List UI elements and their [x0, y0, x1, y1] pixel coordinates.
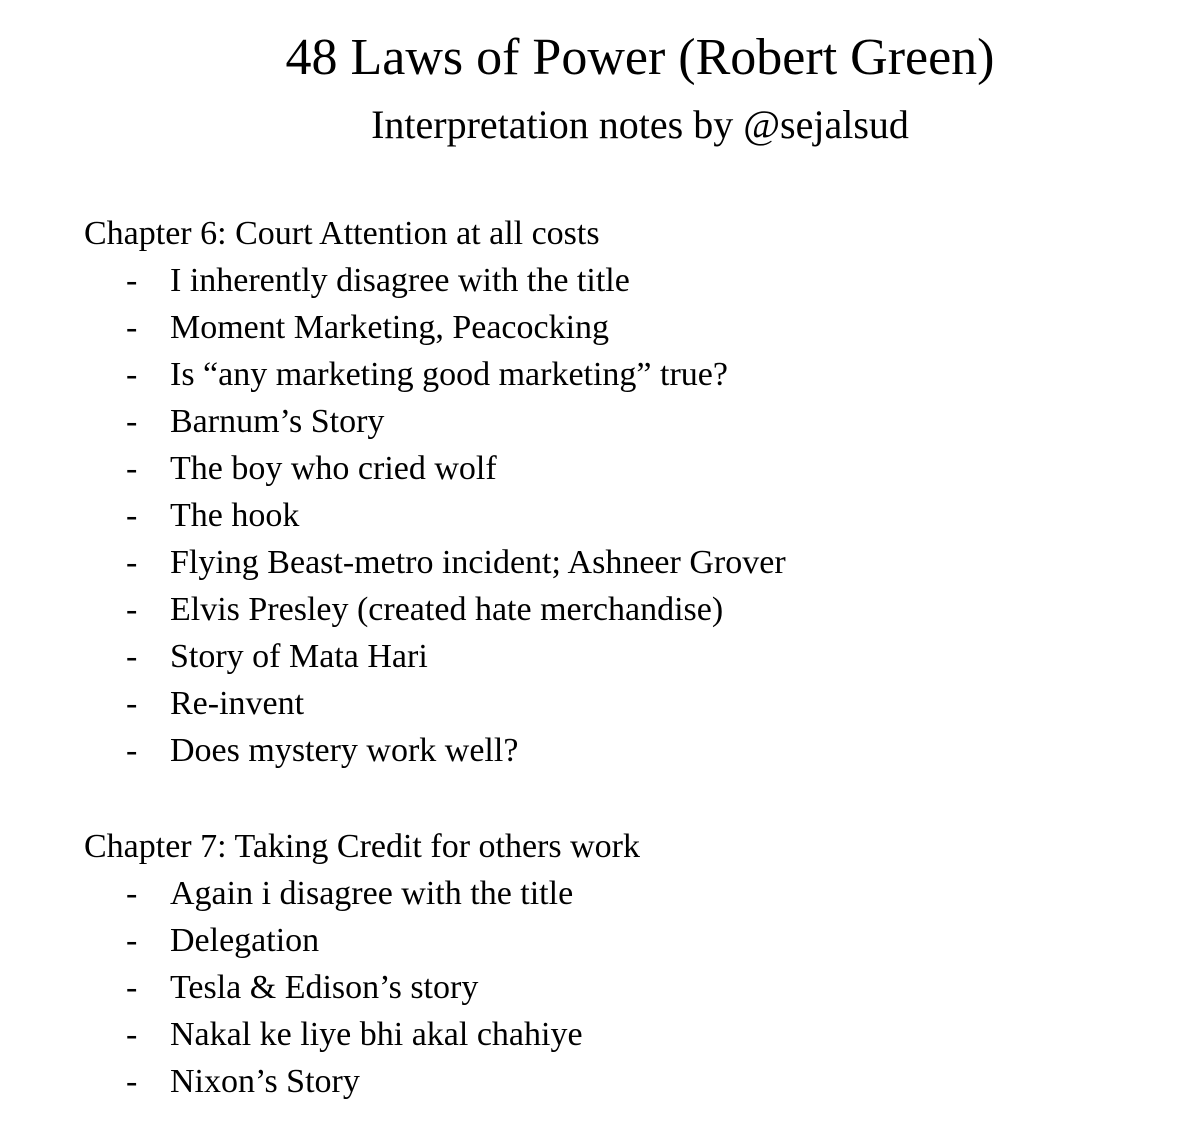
list-item-text: The boy who cried wolf [170, 450, 497, 487]
list-item [84, 492, 1164, 539]
list-item-text: Barnum’s Story [170, 403, 385, 440]
list-item-text: Again i disagree with the title [170, 875, 574, 912]
list-item [84, 1058, 1164, 1105]
list-item [84, 680, 1164, 727]
chapter-heading: Chapter 6: Court Attention at all costs [84, 215, 600, 252]
bullet-dash: - [126, 544, 138, 581]
bullet-dash: - [126, 356, 138, 393]
chapter-6-section [84, 210, 1164, 774]
bullet-dash: - [126, 875, 138, 912]
list-item [84, 586, 1164, 633]
list-item [84, 633, 1164, 680]
list-item [84, 917, 1164, 964]
chapter-heading: Chapter 7: Taking Credit for others work [84, 828, 640, 865]
list-item [84, 1011, 1164, 1058]
bullet-dash: - [126, 1016, 138, 1053]
bullet-dash: - [126, 969, 138, 1006]
bullet-list [84, 257, 1164, 774]
bullet-dash: - [126, 922, 138, 959]
list-item [84, 257, 1164, 304]
chapter-7-section [84, 823, 1164, 1105]
bullet-dash: - [126, 685, 138, 722]
list-item [84, 398, 1164, 445]
list-item [84, 964, 1164, 1011]
bullet-dash: - [126, 403, 138, 440]
document-title: 48 Laws of Power (Robert Green) [285, 29, 995, 86]
list-item-text: Does mystery work well? [170, 732, 519, 769]
list-item-text: Nixon’s Story [170, 1063, 360, 1100]
document-subtitle: Interpretation notes by @sejalsud [371, 102, 909, 147]
list-item-text: Re-invent [170, 685, 305, 722]
list-item-text: The hook [170, 497, 300, 534]
list-item-text: I inherently disagree with the title [170, 262, 630, 299]
list-item [84, 351, 1164, 398]
bullet-dash: - [126, 591, 138, 628]
list-item-text: Is “any marketing good marketing” true? [170, 356, 728, 393]
list-item-text: Delegation [170, 922, 320, 959]
list-item [84, 304, 1164, 351]
bullet-list [84, 870, 1164, 1105]
bullet-dash: - [126, 732, 138, 769]
bullet-dash: - [126, 450, 138, 487]
bullet-dash: - [126, 638, 138, 675]
list-item [84, 870, 1164, 917]
bullet-dash: - [126, 262, 138, 299]
bullet-dash: - [126, 309, 138, 346]
list-item [84, 727, 1164, 774]
list-item-text: Elvis Presley (created hate merchandise) [170, 591, 724, 628]
bullet-dash: - [126, 1063, 138, 1100]
list-item [84, 445, 1164, 492]
list-item [84, 539, 1164, 586]
bullet-dash: - [126, 497, 138, 534]
list-item-text: Story of Mata Hari [170, 638, 428, 675]
list-item-text: Flying Beast-metro incident; Ashneer Grover [170, 544, 786, 581]
list-item-text: Tesla & Edison’s story [170, 969, 479, 1006]
list-item-text: Moment Marketing, Peacocking [170, 309, 610, 346]
list-item-text: Nakal ke liye bhi akal chahiye [170, 1016, 583, 1053]
